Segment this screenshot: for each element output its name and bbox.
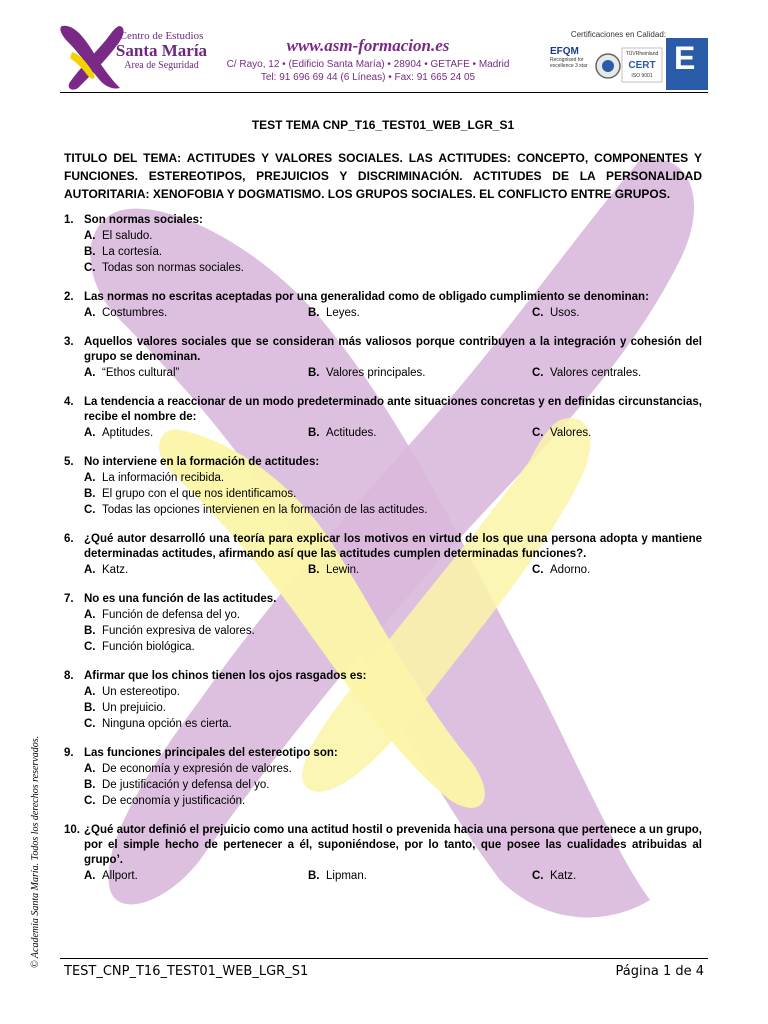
footer-divider [60, 958, 708, 959]
option-text: Aptitudes. [102, 427, 154, 439]
topic-title: TITULO DEL TEMA: ACTITUDES Y VALORES SOCIALES. LAS ACTITUDES: CONCEPTO, COMPONENTES Y FUNCIONES. ESTEREOTIPOS, PREJUICIOS Y DISCRIMINACIÓN. ACTITUDES DE LA PERSONALIDAD AUTORITARIA: XENOFOBIA Y DOGMATISMO. LOS GRUPOS SOCIALES. EL CONFLICTO ENTRE GRUPOS. [64, 151, 702, 201]
option-letter: A. [84, 564, 96, 576]
question-header [64, 669, 702, 684]
question-item [64, 746, 702, 809]
question-item [64, 669, 702, 732]
logo-line1: Centro de Estudios [119, 30, 204, 42]
answer-option [84, 684, 702, 700]
answer-options [84, 365, 702, 381]
answer-option [84, 639, 702, 655]
phone-text: Tel: 91 696 69 44 (6 Líneas) • Fax: 91 665 24 05 [260, 72, 476, 83]
certifications-title: Certificaciones en Calidad: [570, 30, 666, 39]
option-letter: C. [532, 307, 544, 319]
option-text: Katz. [550, 870, 577, 882]
option-text: Función expresiva de valores. [102, 625, 255, 637]
question-item [64, 213, 702, 276]
question-text: Aquellos valores sociales que se consideran más valiosos porque contribuyen a la integración y cohesión del grupo se denominan. [84, 336, 702, 363]
question-number: 5. [64, 456, 74, 468]
option-text: Leyes. [326, 307, 360, 319]
efqm-label: EFQM [550, 46, 579, 57]
option-text: Costumbres. [102, 307, 168, 319]
option-text: Todas son normas sociales. [102, 262, 244, 274]
question-header [64, 395, 702, 425]
answer-option [308, 425, 532, 441]
answer-option [84, 607, 702, 623]
option-letter: B. [84, 488, 96, 500]
header-divider [60, 92, 708, 93]
option-text: Todas las opciones intervienen en la formación de las actitudes. [102, 504, 428, 516]
answer-option [84, 793, 702, 809]
option-text: Adorno. [550, 564, 591, 576]
answer-option [532, 365, 722, 381]
question-number: 8. [64, 670, 74, 682]
option-letter: B. [308, 427, 320, 439]
option-text: Un estereotipo. [102, 686, 180, 698]
question-number: 7. [64, 593, 74, 605]
question-item [64, 823, 702, 884]
option-letter: A. [84, 427, 96, 439]
answer-options [84, 305, 702, 321]
question-item [64, 455, 702, 518]
option-text: Valores centrales. [550, 367, 642, 379]
answer-options [84, 562, 702, 578]
academy-logo [58, 22, 208, 92]
answer-option [532, 305, 722, 321]
option-text: Valores principales. [326, 367, 426, 379]
question-item [64, 335, 702, 381]
answer-option [84, 244, 702, 260]
option-text: “Ethos cultural” [102, 367, 180, 379]
quality-certifications [540, 30, 710, 92]
website-link[interactable]: www.asm-formacion.es [286, 36, 450, 55]
option-letter: B. [84, 625, 96, 637]
option-letter: B. [308, 870, 320, 882]
option-letter: A. [84, 472, 96, 484]
question-text: ¿Qué autor definió el prejuicio como una actitud hostil o prevenida hacia una persona que pertenece a un grupo, por el simple hecho de pertenecer a él, suponiéndose, por lo tanto, que posee las cualidades atribuidas al grupo’. [84, 824, 702, 866]
option-letter: C. [84, 262, 96, 274]
answer-option [84, 486, 702, 502]
footer-page-number: Página 1 de 4 [615, 964, 704, 979]
option-letter: A. [84, 609, 96, 621]
question-number: 3. [64, 336, 74, 348]
question-header [64, 746, 702, 761]
answer-option [84, 365, 308, 381]
question-item [64, 395, 702, 441]
answer-option [84, 260, 702, 276]
answer-option [84, 868, 308, 884]
option-text: Función de defensa del yo. [102, 609, 241, 621]
option-text: El grupo con el que nos identificamos. [102, 488, 297, 500]
option-text: Allport. [102, 870, 138, 882]
test-content [64, 118, 702, 898]
answer-option [84, 425, 308, 441]
question-header [64, 335, 702, 365]
question-number: 6. [64, 533, 74, 545]
option-letter: C. [532, 367, 544, 379]
option-letter: A. [84, 230, 96, 242]
option-text: La cortesía. [102, 246, 163, 258]
option-letter: C. [84, 795, 96, 807]
option-letter: C. [84, 504, 96, 516]
spain-quality-e-badge [666, 38, 708, 90]
answer-option [84, 761, 702, 777]
question-item [64, 592, 702, 655]
answer-option [84, 228, 702, 244]
option-letter: A. [84, 763, 96, 775]
option-letter: A. [84, 870, 96, 882]
question-text: Las normas no escritas aceptadas por una generalidad como de obligado cumplimiento se denominan: [84, 291, 649, 303]
option-text: Ninguna opción es cierta. [102, 718, 232, 730]
answer-option [532, 868, 722, 884]
option-text: Katz. [102, 564, 129, 576]
answer-option [84, 623, 702, 639]
logo-line3: Area de Seguridad [124, 60, 199, 71]
efqm-sub-label: Recognised for excellence 3 star [550, 57, 588, 69]
answer-option [84, 502, 702, 518]
option-text: De economía y justificación. [102, 795, 246, 807]
question-number: 9. [64, 747, 74, 759]
answer-option [308, 365, 532, 381]
answer-options [84, 470, 702, 518]
answer-option [308, 562, 532, 578]
answer-option [84, 470, 702, 486]
answer-option [532, 425, 722, 441]
option-text: Usos. [550, 307, 580, 319]
question-header [64, 532, 702, 562]
answer-options [84, 868, 702, 884]
question-text: Las funciones principales del estereotipo son: [84, 747, 338, 759]
answer-options [84, 425, 702, 441]
question-text: No es una función de las actitudes. [84, 593, 277, 605]
option-text: Función biológica. [102, 641, 195, 653]
question-item [64, 532, 702, 578]
e-letter: E [674, 40, 696, 76]
question-number: 2. [64, 291, 74, 303]
option-letter: A. [84, 307, 96, 319]
option-letter: B. [84, 246, 96, 258]
logo-text [114, 30, 209, 71]
question-text: No interviene en la formación de actitudes: [84, 456, 320, 468]
option-text: De justificación y defensa del yo. [102, 779, 270, 791]
question-list [64, 213, 702, 884]
option-letter: A. [84, 686, 96, 698]
question-header [64, 290, 702, 305]
tuv-cert-badge [594, 44, 664, 86]
answer-options [84, 761, 702, 809]
option-text: La información recibida. [102, 472, 225, 484]
option-letter: C. [84, 718, 96, 730]
option-letter: C. [532, 564, 544, 576]
question-header [64, 592, 702, 607]
option-text: Valores. [550, 427, 592, 439]
tuv-cert-label: CERT [628, 60, 656, 71]
answer-option [532, 562, 722, 578]
option-letter: C. [532, 427, 544, 439]
question-text: Afirmar que los chinos tienen los ojos rasgados es: [84, 670, 367, 682]
question-header [64, 823, 702, 868]
question-number: 1. [64, 214, 74, 226]
option-text: Lipman. [326, 870, 367, 882]
question-text: Son normas sociales: [84, 214, 203, 226]
page-header [58, 22, 708, 90]
option-letter: B. [308, 307, 320, 319]
option-text: Actitudes. [326, 427, 377, 439]
answer-option [308, 305, 532, 321]
answer-options [84, 684, 702, 732]
question-text: ¿Qué autor desarrolló una teoría para explicar los motivos en virtud de los que una persona adopta y mantiene determinadas actitudes, afirmando así que las actitudes cumplen determinadas funciones?. [84, 533, 702, 560]
question-number: 4. [64, 396, 74, 408]
option-text: Lewin. [326, 564, 360, 576]
contact-block [213, 36, 523, 83]
answer-option [308, 868, 532, 884]
question-header [64, 213, 702, 228]
answer-options [84, 607, 702, 655]
option-letter: C. [532, 870, 544, 882]
option-text: Un prejuicio. [102, 702, 166, 714]
logo-line2: Santa María [115, 41, 208, 60]
answer-option [84, 700, 702, 716]
option-letter: B. [308, 564, 320, 576]
answer-option [84, 777, 702, 793]
question-number: 10. [64, 824, 80, 836]
question-header [64, 455, 702, 470]
answer-option [84, 716, 702, 732]
question-text: La tendencia a reaccionar de un modo predeterminado ante situaciones concretas y en definidas circunstancias, recibe el nombre de: [84, 396, 702, 423]
tuv-name: TÜVRheinland [625, 51, 659, 57]
option-letter: C. [84, 641, 96, 653]
option-letter: A. [84, 367, 96, 379]
efqm-badge [550, 46, 592, 86]
copyright-note: © Academia Santa María. Todos los derechos reservados. [30, 735, 41, 968]
option-letter: B. [84, 702, 96, 714]
option-letter: B. [308, 367, 320, 379]
footer-document-code: TEST_CNP_T16_TEST01_WEB_LGR_S1 [64, 964, 309, 979]
address-text: C/ Rayo, 12 • (Edificio Santa María) • 28904 • GETAFE • Madrid [226, 59, 510, 70]
answer-options [84, 228, 702, 276]
question-item [64, 290, 702, 321]
option-text: De economía y expresión de valores. [102, 763, 292, 775]
option-text: El saludo. [102, 230, 153, 242]
tuv-iso-label: ISO 9001 [631, 73, 653, 79]
test-title: TEST TEMA CNP_T16_TEST01_WEB_LGR_S1 [251, 118, 515, 132]
answer-option [84, 562, 308, 578]
answer-option [84, 305, 308, 321]
option-letter: B. [84, 779, 96, 791]
